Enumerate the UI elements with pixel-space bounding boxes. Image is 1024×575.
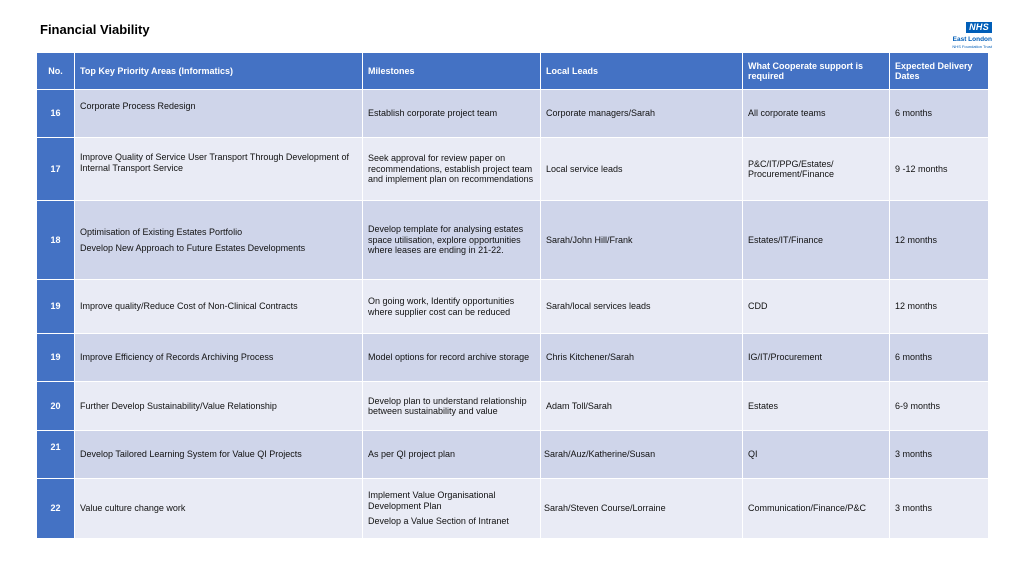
- delivery-date-cell: [890, 382, 989, 431]
- delivery-date-cell: [890, 138, 989, 201]
- page-title: Financial Viability: [40, 22, 150, 37]
- support-text: QI: [748, 449, 758, 460]
- support-cell: [743, 280, 890, 334]
- delivery-date-cell: [890, 431, 989, 479]
- support-cell: [743, 138, 890, 201]
- delivery-date-cell: [890, 280, 989, 334]
- milestone-text: Implement Value Organisational Development Plan: [368, 490, 496, 511]
- priority-area-cell: [75, 479, 363, 539]
- row-number: 17: [37, 138, 75, 201]
- milestone-text: Establish corporate project team: [368, 108, 498, 119]
- row-number: 20: [37, 382, 75, 431]
- table-row: [37, 431, 989, 479]
- delivery-date-text: 3 months: [895, 503, 933, 514]
- local-leads-text: Adam Toll/Sarah: [546, 400, 612, 411]
- milestone-text: Develop template for analysing estates space utilisation, explore opportunities where leases are ending in 21-22.: [368, 224, 524, 256]
- milestone-cell: [363, 431, 541, 479]
- priority-areas-table: [36, 52, 989, 539]
- header-milestones: Milestones: [363, 53, 541, 90]
- row-number: 18: [37, 201, 75, 280]
- nhs-logo-badge: NHS: [966, 22, 992, 33]
- support-text: All corporate teams: [748, 108, 826, 119]
- local-leads-cell: [541, 201, 743, 280]
- priority-area-text: Improve Quality of Service User Transport Through Development of Internal Transport Service: [80, 152, 349, 173]
- priority-area-text: Corporate Process Redesign: [80, 101, 196, 111]
- logo-trust-subtitle: NHS Foundation Trust: [952, 44, 992, 49]
- local-leads-cell: [541, 334, 743, 382]
- table-row: [37, 201, 989, 280]
- delivery-date-text: 9 -12 months: [895, 163, 948, 174]
- row-number: 19: [37, 280, 75, 334]
- table-row: [37, 334, 989, 382]
- milestone-text: Develop plan to understand relationship between sustainability and value: [368, 395, 527, 416]
- support-cell: [743, 431, 890, 479]
- table-row: [37, 138, 989, 201]
- logo-trust-name: East London: [952, 36, 992, 43]
- header-no: No.: [37, 53, 75, 90]
- milestone-cell: [363, 90, 541, 138]
- header-priority-areas: Top Key Priority Areas (Informatics): [75, 53, 363, 90]
- priority-area-cell: [75, 382, 363, 431]
- local-leads-cell: [541, 138, 743, 201]
- table-row: [37, 90, 989, 138]
- priority-area-cell: [75, 334, 363, 382]
- table-header-row: [37, 53, 989, 90]
- local-leads-cell: [541, 382, 743, 431]
- row-number: 22: [37, 479, 75, 539]
- support-cell: [743, 334, 890, 382]
- priority-area-text: Develop Tailored Learning System for Value QI Projects: [80, 449, 302, 460]
- priority-area-text: Optimisation of Existing Estates Portfolio: [80, 226, 243, 237]
- milestone-cell: [363, 201, 541, 280]
- local-leads-text: Chris Kitchener/Sarah: [546, 352, 635, 363]
- milestone-cell: [363, 280, 541, 334]
- priority-area-cell: [75, 138, 363, 201]
- priority-area-cell: [75, 280, 363, 334]
- milestone-cell: [363, 334, 541, 382]
- local-leads-text: Sarah/John Hill/Frank: [546, 234, 633, 245]
- local-leads-cell: [541, 479, 743, 539]
- milestone-text-secondary: Develop a Value Section of Intranet: [368, 516, 509, 527]
- support-cell: [743, 479, 890, 539]
- header-local-leads: Local Leads: [541, 53, 743, 90]
- support-text: P&C/IT/PPG/Estates/ Procurement/Finance: [748, 158, 835, 179]
- milestone-cell: [363, 382, 541, 431]
- table-row: [37, 479, 989, 539]
- row-number: 16: [37, 90, 75, 138]
- support-text: CDD: [748, 301, 768, 312]
- delivery-date-cell: [890, 201, 989, 280]
- delivery-date-text: 12 months: [895, 301, 938, 312]
- priority-area-text: Improve Efficiency of Records Archiving Process: [80, 352, 274, 363]
- priority-area-text: Further Develop Sustainability/Value Relationship: [80, 400, 277, 411]
- local-leads-text: Sarah/local services leads: [546, 301, 651, 312]
- local-leads-cell: [541, 431, 743, 479]
- milestone-text: On going work, Identify opportunities where supplier cost can be reduced: [368, 296, 515, 317]
- delivery-date-text: 3 months: [895, 449, 933, 460]
- priority-area-text: Value culture change work: [80, 503, 186, 514]
- milestone-cell: [363, 479, 541, 539]
- row-number: 19: [37, 334, 75, 382]
- milestone-text: Seek approval for review paper on recommendations, establish project team and implement plan on recommendations: [368, 153, 534, 185]
- support-text: Estates: [748, 400, 779, 411]
- row-number: 21: [37, 431, 75, 479]
- header-support-required: What Cooperate support is required: [743, 53, 890, 90]
- priority-area-cell: [75, 201, 363, 280]
- support-text: IG/IT/Procurement: [748, 352, 823, 363]
- support-cell: [743, 382, 890, 431]
- delivery-date-cell: [890, 479, 989, 539]
- local-leads-text: Corporate managers/Sarah: [546, 108, 656, 119]
- delivery-date-cell: [890, 90, 989, 138]
- delivery-date-text: 6 months: [895, 352, 933, 363]
- header-delivery-dates: Expected Delivery Dates: [890, 53, 989, 90]
- table-row: [37, 382, 989, 431]
- priority-area-cell: [75, 90, 363, 138]
- delivery-date-cell: [890, 334, 989, 382]
- table-row: [37, 280, 989, 334]
- priority-area-cell: [75, 431, 363, 479]
- milestone-text: As per QI project plan: [368, 449, 456, 460]
- support-text: Communication/Finance/P&C: [748, 503, 867, 514]
- local-leads-cell: [541, 90, 743, 138]
- support-text: Estates/IT/Finance: [748, 234, 824, 245]
- support-cell: [743, 201, 890, 280]
- priority-area-text-secondary: Develop New Approach to Future Estates Developments: [80, 243, 306, 253]
- nhs-trust-logo: [940, 17, 992, 49]
- support-cell: [743, 90, 890, 138]
- local-leads-text: Local service leads: [546, 163, 623, 174]
- local-leads-cell: [541, 280, 743, 334]
- delivery-date-text: 12 months: [895, 234, 938, 245]
- delivery-date-text: 6-9 months: [895, 400, 941, 411]
- milestone-text: Model options for record archive storage: [368, 352, 530, 363]
- milestone-cell: [363, 138, 541, 201]
- local-leads-text: Sarah/Steven Course/Lorraine: [544, 503, 666, 514]
- local-leads-text: Sarah/Auz/Katherine/Susan: [544, 449, 656, 460]
- priority-area-text: Improve quality/Reduce Cost of Non-Clinical Contracts: [80, 301, 298, 312]
- delivery-date-text: 6 months: [895, 108, 933, 119]
